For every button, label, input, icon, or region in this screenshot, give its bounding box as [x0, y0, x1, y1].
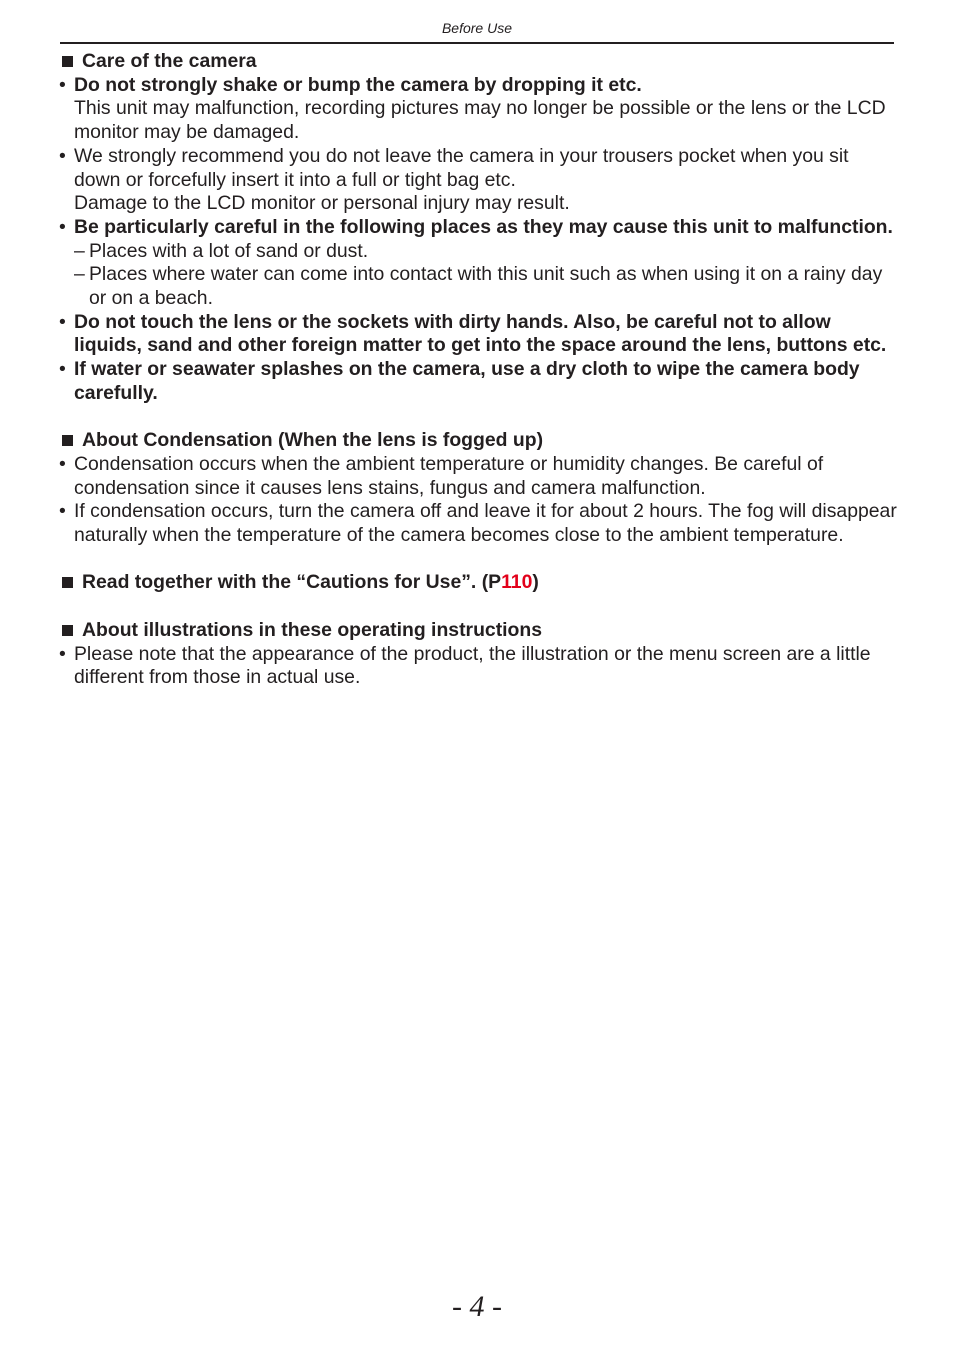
- list-item: [58, 500, 898, 547]
- dash-icon: –: [74, 239, 85, 262]
- list-item: [58, 643, 898, 690]
- dash-icon: –: [74, 263, 85, 286]
- dash-item-text: Places with a lot of sand or dust.: [89, 239, 369, 262]
- bullet-icon: •: [59, 144, 66, 167]
- square-bullet-icon: [62, 625, 73, 636]
- bullet-title: Do not strongly shake or bump the camera by dropping it etc.: [74, 73, 642, 96]
- care-heading-text: Care of the camera: [82, 50, 257, 72]
- square-bullet-icon: [62, 56, 73, 67]
- care-heading: [58, 50, 898, 74]
- section-gap: [58, 406, 898, 430]
- document-body: [58, 50, 898, 690]
- bullet-icon: •: [59, 310, 66, 333]
- dash-item: [58, 240, 898, 264]
- bullet-body: Damage to the LCD monitor or personal injury may result.: [74, 192, 570, 215]
- bullet-body: If condensation occurs, turn the camera off and leave it for about 2 hours. The fog will disappear naturally when the temperature of the camera becomes close to the ambient temperature.: [74, 500, 897, 547]
- bullet-title: If water or seawater splashes on the camera, use a dry cloth to wipe the camera body carefully.: [74, 358, 860, 404]
- bullet-icon: •: [59, 73, 66, 96]
- list-item: [58, 358, 898, 405]
- bullet-body: Condensation occurs when the ambient temperature or humidity changes. Be careful of condensation since it causes lens stains, fungus and camera malfunction.: [74, 452, 824, 499]
- bullet-title: Do not touch the lens or the sockets with dirty hands. Also, be careful not to allow liquids, sand and other foreign matter to get into the space around the lens, buttons etc.: [74, 310, 887, 357]
- bullet-body: We strongly recommend you do not leave the camera in your trousers pocket when you sit down or forcefully insert it into a full or tight bag etc.: [74, 144, 849, 191]
- bullet-body: This unit may malfunction, recording pictures may no longer be possible or the lens or the LCD monitor may be damaged.: [74, 97, 886, 144]
- list-item: [58, 216, 898, 240]
- illustrations-heading-text: About illustrations in these operating instructions: [82, 618, 543, 641]
- list-item: [58, 74, 898, 145]
- section-gap: [58, 548, 898, 572]
- bullet-icon: •: [59, 500, 66, 523]
- square-bullet-icon: [62, 577, 73, 588]
- square-bullet-icon: [62, 435, 73, 446]
- condensation-heading: [58, 429, 898, 453]
- bullet-title: Be particularly careful in the following places as they may cause this unit to malfunction.: [74, 215, 893, 238]
- section-gap: [58, 595, 898, 619]
- bullet-body: Please note that the appearance of the product, the illustration or the menu screen are a little different from those in actual use.: [74, 642, 871, 689]
- bullet-icon: •: [59, 452, 66, 475]
- bullet-icon: •: [59, 642, 66, 665]
- read-together-heading: [58, 571, 898, 595]
- header-divider: [60, 42, 894, 44]
- read-together-close: ): [532, 571, 539, 594]
- list-item: [58, 311, 898, 358]
- bullet-icon: •: [59, 358, 66, 381]
- dash-item-text: Places where water can come into contact with this unit such as when using it on a rainy day or on a beach.: [89, 263, 883, 310]
- bullet-icon: •: [59, 215, 66, 238]
- illustrations-heading: [58, 619, 898, 643]
- page-number: - 4 -: [452, 1290, 502, 1323]
- list-item: [58, 145, 898, 216]
- page-reference-link[interactable]: 110: [501, 571, 533, 594]
- section-header: Before Use: [441, 20, 513, 36]
- list-item: [58, 453, 898, 500]
- dash-item: [58, 263, 898, 310]
- condensation-heading-text: About Condensation (When the lens is fogged up): [82, 429, 544, 452]
- read-together-text: Read together with the “Cautions for Use”. (P: [82, 571, 502, 594]
